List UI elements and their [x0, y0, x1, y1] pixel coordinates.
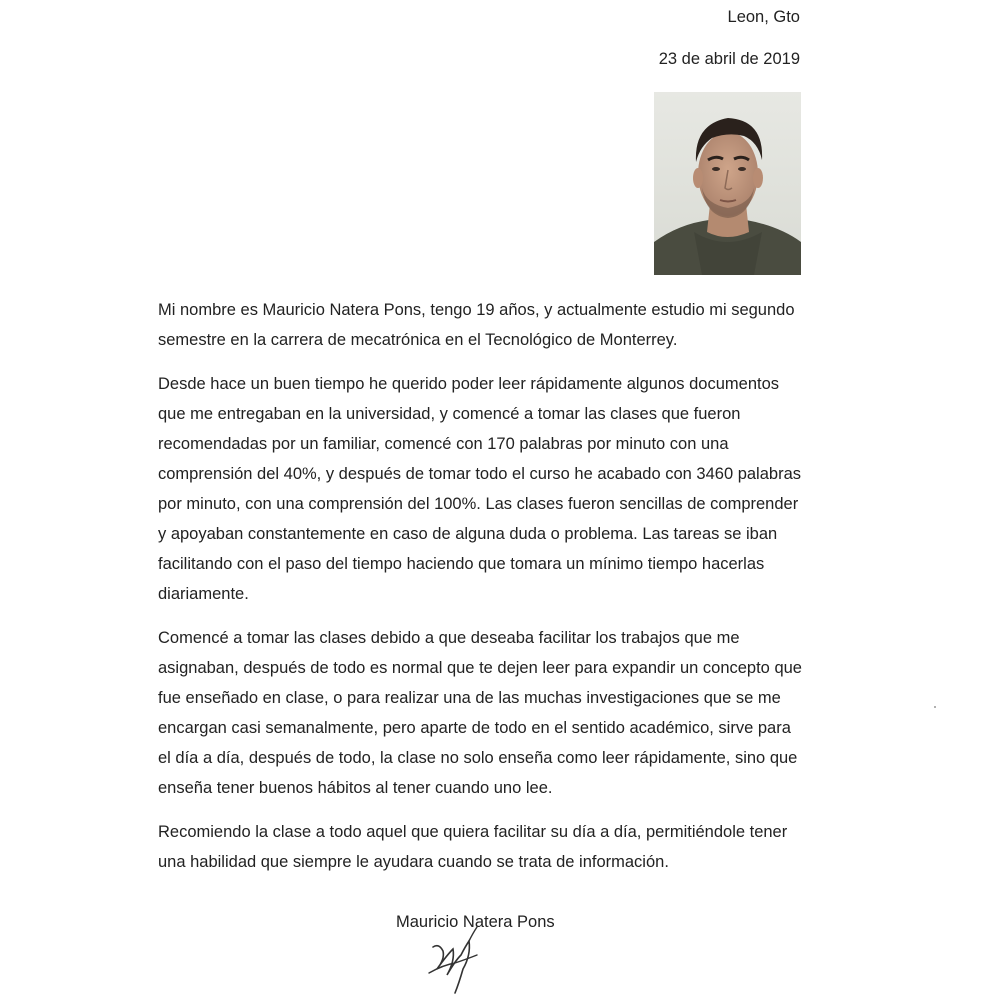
letter-paragraph: Mi nombre es Mauricio Natera Pons, tengo 19 años, y actualmente estudio mi segundo semestre en la carrera de mecatrónica en el Tecnológico de Monterrey.	[158, 301, 795, 349]
scan-speck	[934, 706, 936, 708]
letter-place: Leon, Gto	[727, 8, 800, 26]
letter-paragraph: Recomiendo la clase a todo aquel que quiera facilitar su día a día, permitiéndole tener una habilidad que siempre le ayudara cuando se trata de información.	[158, 823, 788, 871]
letter-paragraph: Comencé a tomar las clases debido a que deseaba facilitar los trabajos que me asignaban, después de todo es normal que te dejen leer para expandir un concepto que fue enseñado en clase, o para realizar una de las muchas investigaciones que se me encargan casi semanalmente, pero aparte de todo en el sentido académico, sirve para el día a día, después de todo, la clase no solo enseña como leer rápidamente, sino que enseña tener buenos hábitos al tener cuando uno lee.	[158, 629, 802, 797]
portrait-photo-icon	[654, 92, 801, 275]
letter-paragraph: Desde hace un buen tiempo he querido poder leer rápidamente algunos documentos que me entregaban en la universidad, y comencé a tomar las clases que fueron recomendadas por un familiar, comencé con 170 palabras por minuto con una comprensión del 40%, y después de tomar todo el curso he acabado con 3460 palabras por minuto, con una comprensión del 100%. Las clases fueron sencillas de comprender y apoyaban constantemente en caso de alguna duda o problema. Las tareas se iban facilitando con el paso del tiempo haciendo que tomara un mínimo tiempo hacerlas diariamente.	[158, 375, 802, 603]
signature-name: Mauricio Natera Pons	[396, 913, 555, 931]
letter-date: 23 de abril de 2019	[658, 50, 800, 68]
letter-body	[158, 295, 808, 891]
handwritten-signature-icon	[425, 925, 495, 997]
portrait-photo	[654, 92, 801, 275]
